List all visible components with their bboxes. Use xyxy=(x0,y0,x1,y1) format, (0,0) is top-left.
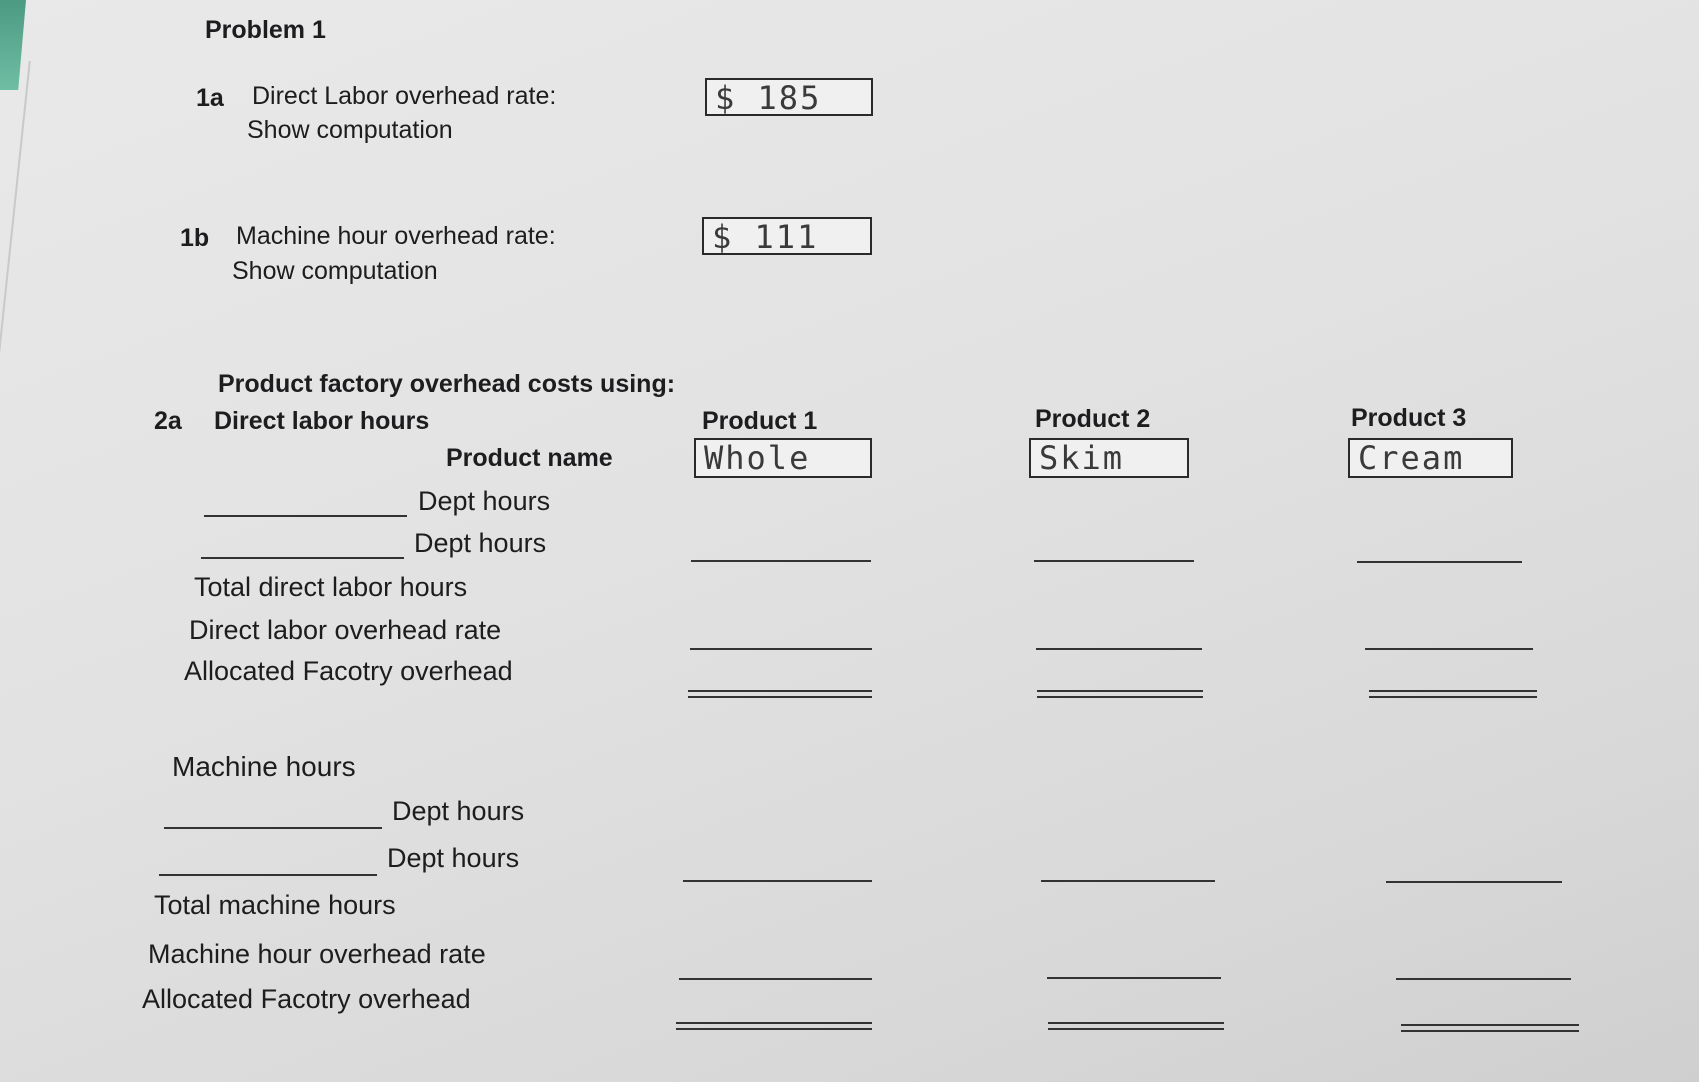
product-3-name-box[interactable]: Cream xyxy=(1348,438,1513,478)
dl-rate-label: Direct labor overhead rate xyxy=(189,615,502,645)
mh-allocated-p2-blank[interactable] xyxy=(1048,1022,1224,1030)
product-2-header: Product 2 xyxy=(1035,405,1151,433)
q1a-answer-box[interactable]: $ 185 xyxy=(705,78,873,116)
dl-allocated-label: Allocated Facotry overhead xyxy=(184,656,513,686)
dl-dept2-p2-blank[interactable] xyxy=(1034,560,1194,562)
product-3-header: Product 3 xyxy=(1351,404,1467,432)
machine-heading: Machine hours xyxy=(172,751,356,782)
problem-title: Problem 1 xyxy=(205,16,326,44)
dl-rate-p3-blank[interactable] xyxy=(1365,648,1533,650)
product-1-name-box[interactable]: Whole xyxy=(694,438,872,478)
mh-allocated-p3-blank[interactable] xyxy=(1401,1024,1579,1032)
binder-tab xyxy=(0,0,26,90)
mh-dept2-p1-blank[interactable] xyxy=(683,880,872,882)
dl-dept2-p1-blank[interactable] xyxy=(691,560,871,562)
q1a-show-computation: Show computation xyxy=(247,116,453,144)
mh-dept2-label: Dept hours xyxy=(387,843,520,873)
mh-dept2-name-blank[interactable] xyxy=(159,874,377,876)
dl-dept2-label: Dept hours xyxy=(414,528,547,558)
mh-rate-p3-blank[interactable] xyxy=(1396,978,1571,980)
dl-dept1-name-blank[interactable] xyxy=(204,515,407,517)
dl-total-label: Total direct labor hours xyxy=(194,572,468,602)
q1b-answer-box[interactable]: $ 111 xyxy=(702,217,872,255)
mh-rate-p2-blank[interactable] xyxy=(1047,977,1221,979)
q1a-label: Direct Labor overhead rate: xyxy=(252,82,557,110)
mh-allocated-p1-blank[interactable] xyxy=(676,1022,872,1030)
mh-dept1-label: Dept hours xyxy=(392,796,525,826)
product-name-label: Product name xyxy=(446,444,613,472)
product-1-header: Product 1 xyxy=(702,407,818,435)
dl-allocated-p1-blank[interactable] xyxy=(688,690,872,698)
q1b-show-computation: Show computation xyxy=(232,257,438,285)
dl-dept1-label: Dept hours xyxy=(418,486,551,516)
dl-dept2-name-blank[interactable] xyxy=(201,557,404,559)
section2-method: Direct labor hours xyxy=(214,407,430,435)
page-edge-line xyxy=(0,61,31,419)
product-2-name-box[interactable]: Skim xyxy=(1029,438,1189,478)
q1b-label: Machine hour overhead rate: xyxy=(236,222,556,250)
mh-rate-p1-blank[interactable] xyxy=(679,978,872,980)
dl-rate-p2-blank[interactable] xyxy=(1036,648,1202,650)
dl-allocated-p2-blank[interactable] xyxy=(1037,690,1203,698)
mh-total-label: Total machine hours xyxy=(154,890,396,920)
section2-number: 2a xyxy=(154,407,182,435)
section2-heading: Product factory overhead costs using: xyxy=(218,370,676,398)
mh-rate-label: Machine hour overhead rate xyxy=(148,939,486,969)
q1a-number: 1a xyxy=(196,84,224,112)
dl-rate-p1-blank[interactable] xyxy=(690,648,872,650)
mh-dept2-p2-blank[interactable] xyxy=(1041,880,1215,882)
mh-dept2-p3-blank[interactable] xyxy=(1386,881,1562,883)
mh-allocated-label: Allocated Facotry overhead xyxy=(142,984,471,1014)
q1b-number: 1b xyxy=(180,224,210,252)
dl-allocated-p3-blank[interactable] xyxy=(1369,690,1537,698)
mh-dept1-name-blank[interactable] xyxy=(164,827,382,829)
dl-dept2-p3-blank[interactable] xyxy=(1357,561,1522,563)
